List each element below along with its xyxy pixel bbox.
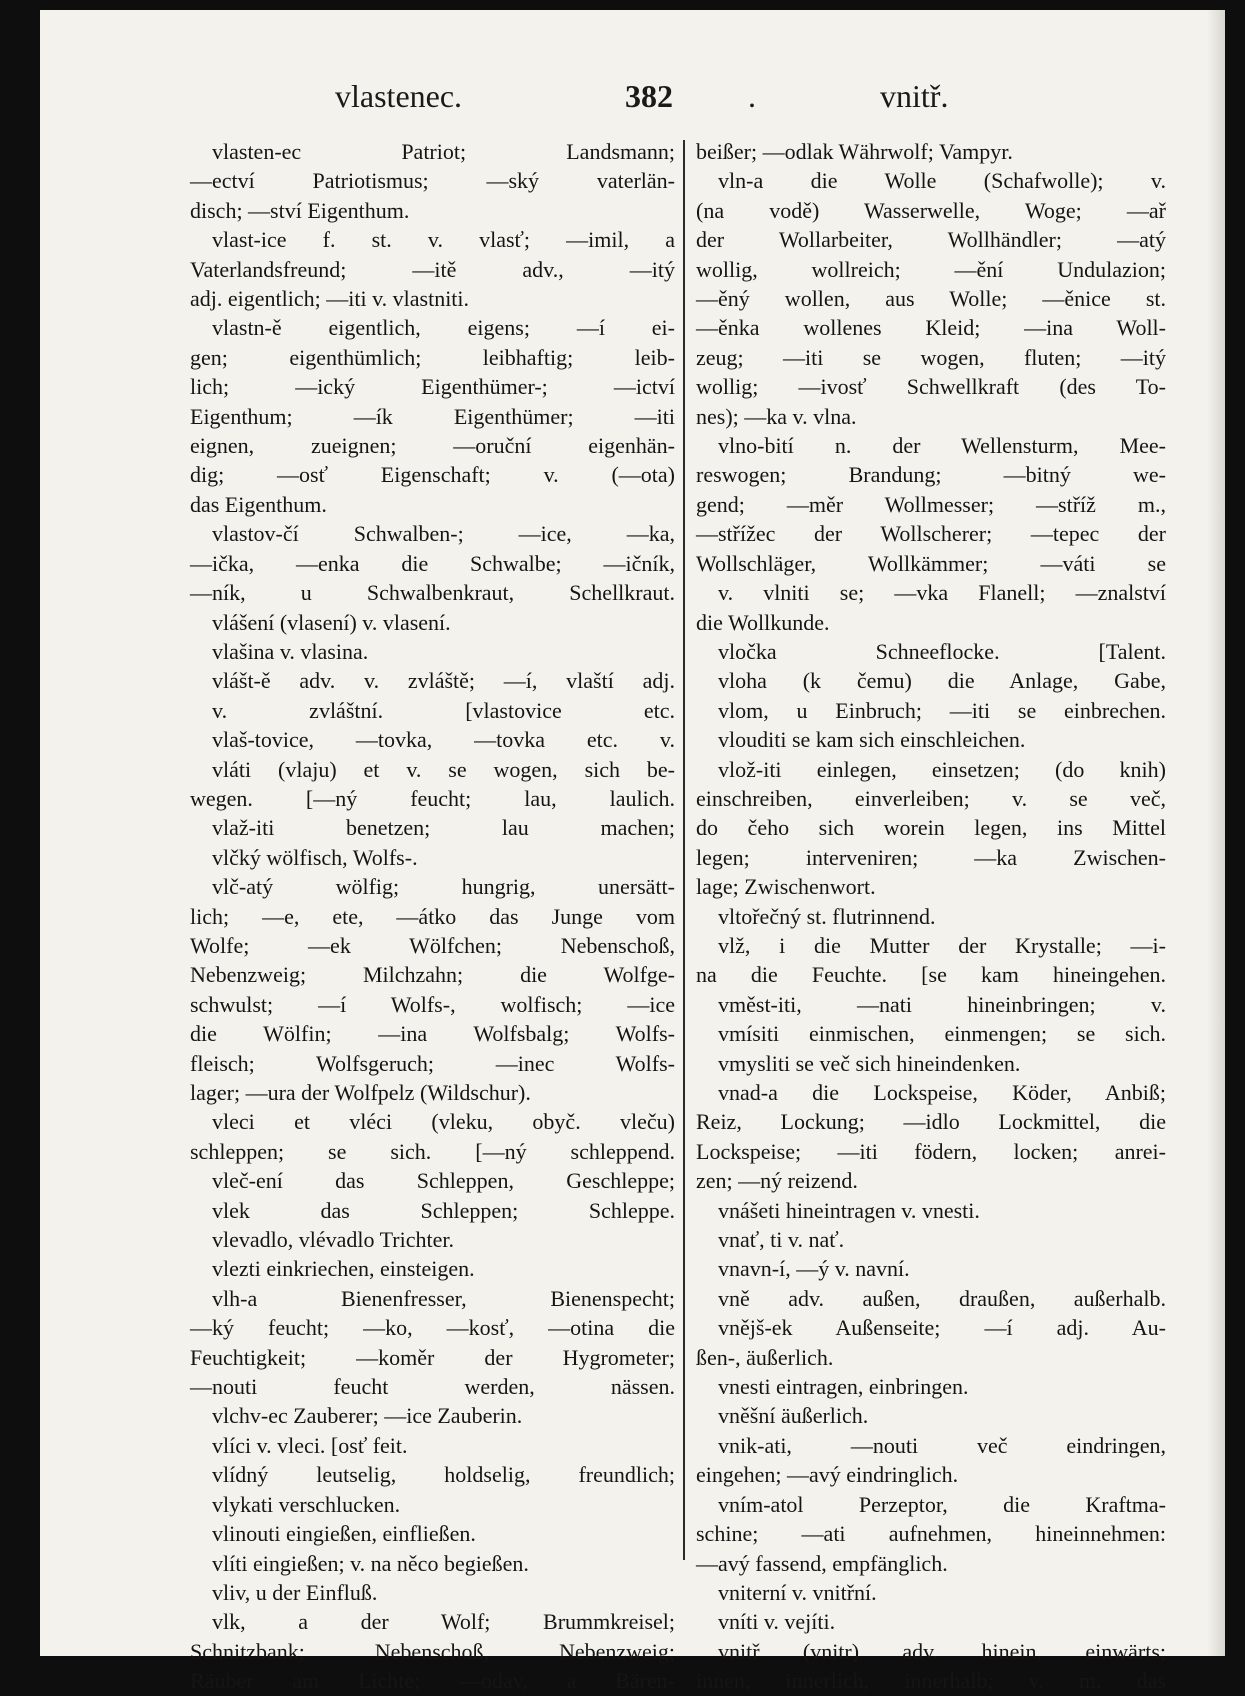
page-edge-shadow <box>1207 10 1225 1656</box>
dictionary-line: gend; —měr Wollmesser; —stříž m., <box>696 491 1166 517</box>
dictionary-line: vním-atol Perzeptor, die Kraftma- <box>718 1491 1166 1517</box>
dictionary-line: wegen. [—ný feucht; lau, laulich. <box>190 785 675 811</box>
dictionary-line: vlom, u Einbruch; —iti se einbrechen. <box>718 697 1166 723</box>
dictionary-line: vlk, a der Wolf; Brummkreisel; <box>212 1609 675 1635</box>
dictionary-line: Schnitzbank; Nebenschoß, Nebenzweig; <box>190 1638 675 1664</box>
dictionary-line: Feuchtigkeit; —koměr der Hygrometer; <box>190 1344 675 1370</box>
dictionary-line: zen; —ný reizend. <box>696 1168 858 1194</box>
dictionary-line: —ěnka wollenes Kleid; —ina Woll- <box>696 315 1166 341</box>
dictionary-line: die Wollkunde. <box>696 609 830 635</box>
dictionary-line: vlž, i die Mutter der Krystalle; —i- <box>718 932 1166 958</box>
dictionary-line: lager; —ura der Wolfpelz (Wildschur). <box>190 1080 531 1105</box>
dictionary-line: vlaž-iti benetzen; lau machen; <box>212 815 675 841</box>
header-right-guideword: vnitř. <box>880 78 949 114</box>
dictionary-line: —ička, —enka die Schwalbe; —ičník, <box>190 550 675 576</box>
dictionary-line: Wolfe; —ek Wölfchen; Nebenschoß, <box>190 932 675 958</box>
dictionary-line: vlč-atý wölfig; hungrig, unersätt- <box>212 874 675 900</box>
right-column <box>696 137 1166 1696</box>
dictionary-line: vlož-iti einlegen, einsetzen; (do knih) <box>718 756 1166 782</box>
dictionary-line: vně adv. außen, draußen, außerhalb. <box>718 1285 1166 1311</box>
dictionary-line: vltořečný st. flutrinnend. <box>718 903 936 929</box>
dictionary-line: —ký feucht; —ko, —kosť, —otina die <box>190 1315 675 1341</box>
dictionary-line: vlh-a Bienenfresser, Bienenspecht; <box>212 1285 675 1311</box>
dictionary-line: —ník, u Schwalbenkraut, Schellkraut. <box>190 580 675 606</box>
dictionary-line: —ěný wollen, aus Wolle; —ěnice st. <box>696 286 1166 312</box>
dictionary-line: vnášeti hineintragen v. vnesti. <box>718 1197 980 1223</box>
dictionary-page <box>40 10 1225 1694</box>
dictionary-line: (na vodě) Wasserwelle, Woge; —ař <box>696 197 1166 223</box>
dictionary-line: legen; interveniren; —ka Zwischen- <box>696 844 1166 870</box>
dictionary-line: beißer; —odlak Währwolf; Vampyr. <box>696 139 1013 164</box>
dictionary-line: vleci et vléci (vleku, obyč. vleču) <box>212 1109 675 1135</box>
page-header <box>40 78 1225 128</box>
dictionary-line: —střížec der Wollscherer; —tepec der <box>696 521 1166 547</box>
header-dot: . <box>748 78 756 114</box>
dictionary-line: vnavn-í, —ý v. navní. <box>718 1256 910 1282</box>
dictionary-line: lage; Zwischenwort. <box>696 874 876 900</box>
dictionary-line: vlouditi se kam sich einschleichen. <box>718 727 1026 753</box>
dictionary-line: wollig; —ivosť Schwellkraft (des To- <box>696 374 1166 400</box>
dictionary-line: gen; eigenthümlich; leibhaftig; leib- <box>190 344 675 370</box>
dictionary-line: vlaš-tovice, —tovka, —tovka etc. v. <box>212 727 675 753</box>
dictionary-line: zeug; —iti se wogen, fluten; —itý <box>696 344 1166 370</box>
dictionary-line: der Wollarbeiter, Wollhändler; —atý <box>696 227 1166 253</box>
dictionary-line: vnitř (vnitr) adv. hinein, einwärts; <box>718 1638 1166 1664</box>
dictionary-line: vlek das Schleppen; Schleppe. <box>212 1197 675 1223</box>
dictionary-line: vníti v. vejíti. <box>718 1609 836 1635</box>
dictionary-line: vločka Schneeflocke. [Talent. <box>718 638 1166 664</box>
dictionary-line: eignen, zueignen; —oruční eigenhän- <box>190 433 675 459</box>
dictionary-line: vlastov-čí Schwalben-; —ice, —ka, <box>212 521 675 547</box>
dictionary-line: eingehen; —avý eindringlich. <box>696 1462 959 1488</box>
dictionary-line: schwulst; —í Wolfs-, wolfisch; —ice <box>190 991 675 1017</box>
dictionary-line: Reiz, Lockung; —idlo Lockmittel, die <box>696 1109 1166 1135</box>
dictionary-line: vlášt-ě adv. v. zvláště; —í, vlaští adj. <box>212 668 675 694</box>
dictionary-line: vloha (k čemu) die Anlage, Gabe, <box>718 668 1166 694</box>
dictionary-line: vlezti einkriechen, einsteigen. <box>212 1256 475 1282</box>
dictionary-line: vlčký wölfisch, Wolfs-. <box>212 844 418 870</box>
dictionary-line: Lockspeise; —iti födern, locken; anrei- <box>696 1138 1166 1164</box>
dictionary-line: vnad-a die Lockspeise, Köder, Anbiß; <box>718 1080 1166 1105</box>
dictionary-line: Räuber am Lichte; —odav, a Bären- <box>190 1668 675 1694</box>
dictionary-line: vláti (vlaju) et v. se wogen, sich be- <box>212 756 675 782</box>
header-left-guideword: vlastenec. <box>335 78 463 114</box>
dictionary-line: vnějš-ek Außenseite; —í adj. Au- <box>718 1315 1166 1341</box>
dictionary-line: vlevadlo, vlévadlo Trichter. <box>212 1227 454 1253</box>
dictionary-line: vnik-ati, —nouti več eindringen, <box>718 1432 1166 1458</box>
dictionary-line: v. vlniti se; —vka Flanell; —znalství <box>718 580 1166 606</box>
dictionary-line: vmysliti se več sich hineindenken. <box>718 1050 1021 1076</box>
dictionary-line: schine; —ati aufnehmen, hineinnehmen: <box>696 1521 1166 1547</box>
dictionary-line: vlasten-ec Patriot; Landsmann; <box>212 139 675 164</box>
dictionary-line: fleisch; Wolfsgeruch; —inec Wolfs- <box>190 1050 675 1076</box>
dictionary-line: lich; —e, ete, —átko das Junge vom <box>190 903 675 929</box>
dictionary-line: schleppen; se sich. [—ný schleppend. <box>190 1138 675 1164</box>
dictionary-line: adj. eigentlich; —iti v. vlastniti. <box>190 286 470 312</box>
dictionary-line: das Eigenthum. <box>190 491 327 517</box>
page-number: 382 <box>625 78 673 114</box>
dictionary-line: v. zvláštní. [vlastovice etc. <box>212 697 675 723</box>
dictionary-line: vnesti eintragen, einbringen. <box>718 1374 969 1400</box>
dictionary-line: vnať, ti v. nať. <box>718 1227 845 1253</box>
dictionary-line: vlchv-ec Zauberer; —ice Zauberin. <box>212 1403 523 1429</box>
dictionary-line: na die Feuchte. [se kam hineingehen. <box>696 962 1166 988</box>
dictionary-line: reswogen; Brandung; —bitný we- <box>696 462 1166 488</box>
dictionary-line: vlast-ice f. st. v. vlasť; —imil, a <box>212 227 675 253</box>
dictionary-line: vliv, u der Einfluß. <box>212 1579 378 1605</box>
dictionary-line: vlno-bití n. der Wellensturm, Mee- <box>718 433 1166 459</box>
dictionary-line: vln-a die Wolle (Schafwolle); v. <box>718 168 1166 194</box>
dictionary-line: vlašina v. vlasina. <box>212 638 369 664</box>
dictionary-line: disch; —ství Eigenthum. <box>190 197 410 223</box>
dictionary-line: einschreiben, einverleiben; v. se več, <box>696 785 1166 811</box>
dictionary-line: vlinouti eingießen, einfließen. <box>212 1521 476 1547</box>
dictionary-line: Nebenzweig; Milchzahn; die Wolfge- <box>190 962 675 988</box>
dictionary-line: vlíci v. vleci. [osť feit. <box>212 1432 408 1458</box>
dictionary-line: —nouti feucht werden, nässen. <box>190 1374 675 1400</box>
dictionary-line: Eigenthum; —ík Eigenthümer; —iti <box>190 403 675 429</box>
dictionary-line: dig; —osť Eigenschaft; v. (—ota) <box>190 462 675 488</box>
dictionary-line: vlídný leutselig, holdselig, freundlich; <box>212 1462 675 1488</box>
dictionary-line: Wollschläger, Wollkämmer; —váti se <box>696 550 1166 576</box>
dictionary-line: wollig, wollreich; —ění Undulazion; <box>696 256 1166 282</box>
dictionary-line: vmísiti einmischen, einmengen; se sich. <box>718 1021 1166 1047</box>
dictionary-line: innen, innerlich, innerhalb; v. m. das <box>696 1668 1166 1694</box>
dictionary-line: die Wölfin; —ina Wolfsbalg; Wolfs- <box>190 1021 675 1047</box>
dictionary-line: lich; —ický Eigenthümer-; —ictví <box>190 374 675 400</box>
dictionary-line: nes); —ka v. vlna. <box>696 403 857 429</box>
dictionary-line: vlášení (vlasení) v. vlasení. <box>212 609 451 635</box>
dictionary-line: vlíti eingießen; v. na něco begießen. <box>212 1550 529 1576</box>
column-divider <box>683 140 685 1560</box>
dictionary-line: —ectví Patriotismus; —ský vaterlän- <box>190 168 675 194</box>
dictionary-line: vniterní v. vnitřní. <box>718 1579 877 1605</box>
dictionary-line: vlykati verschlucken. <box>212 1491 401 1517</box>
left-column <box>190 137 675 1696</box>
dictionary-line: ßen-, äußerlich. <box>696 1344 834 1370</box>
dictionary-line: do čeho sich worein legen, ins Mittel <box>696 815 1166 841</box>
dictionary-line: —avý fassend, empfänglich. <box>696 1550 948 1576</box>
dictionary-line: vleč-ení das Schleppen, Geschleppe; <box>212 1168 675 1194</box>
dictionary-line: Vaterlandsfreund; —itě adv., —itý <box>190 256 675 282</box>
dictionary-line: vněšní äußerlich. <box>718 1403 869 1429</box>
dictionary-line: vlastn-ě eigentlich, eigens; —í ei- <box>212 315 675 341</box>
dictionary-line: vměst-iti, —nati hineinbringen; v. <box>718 991 1166 1017</box>
